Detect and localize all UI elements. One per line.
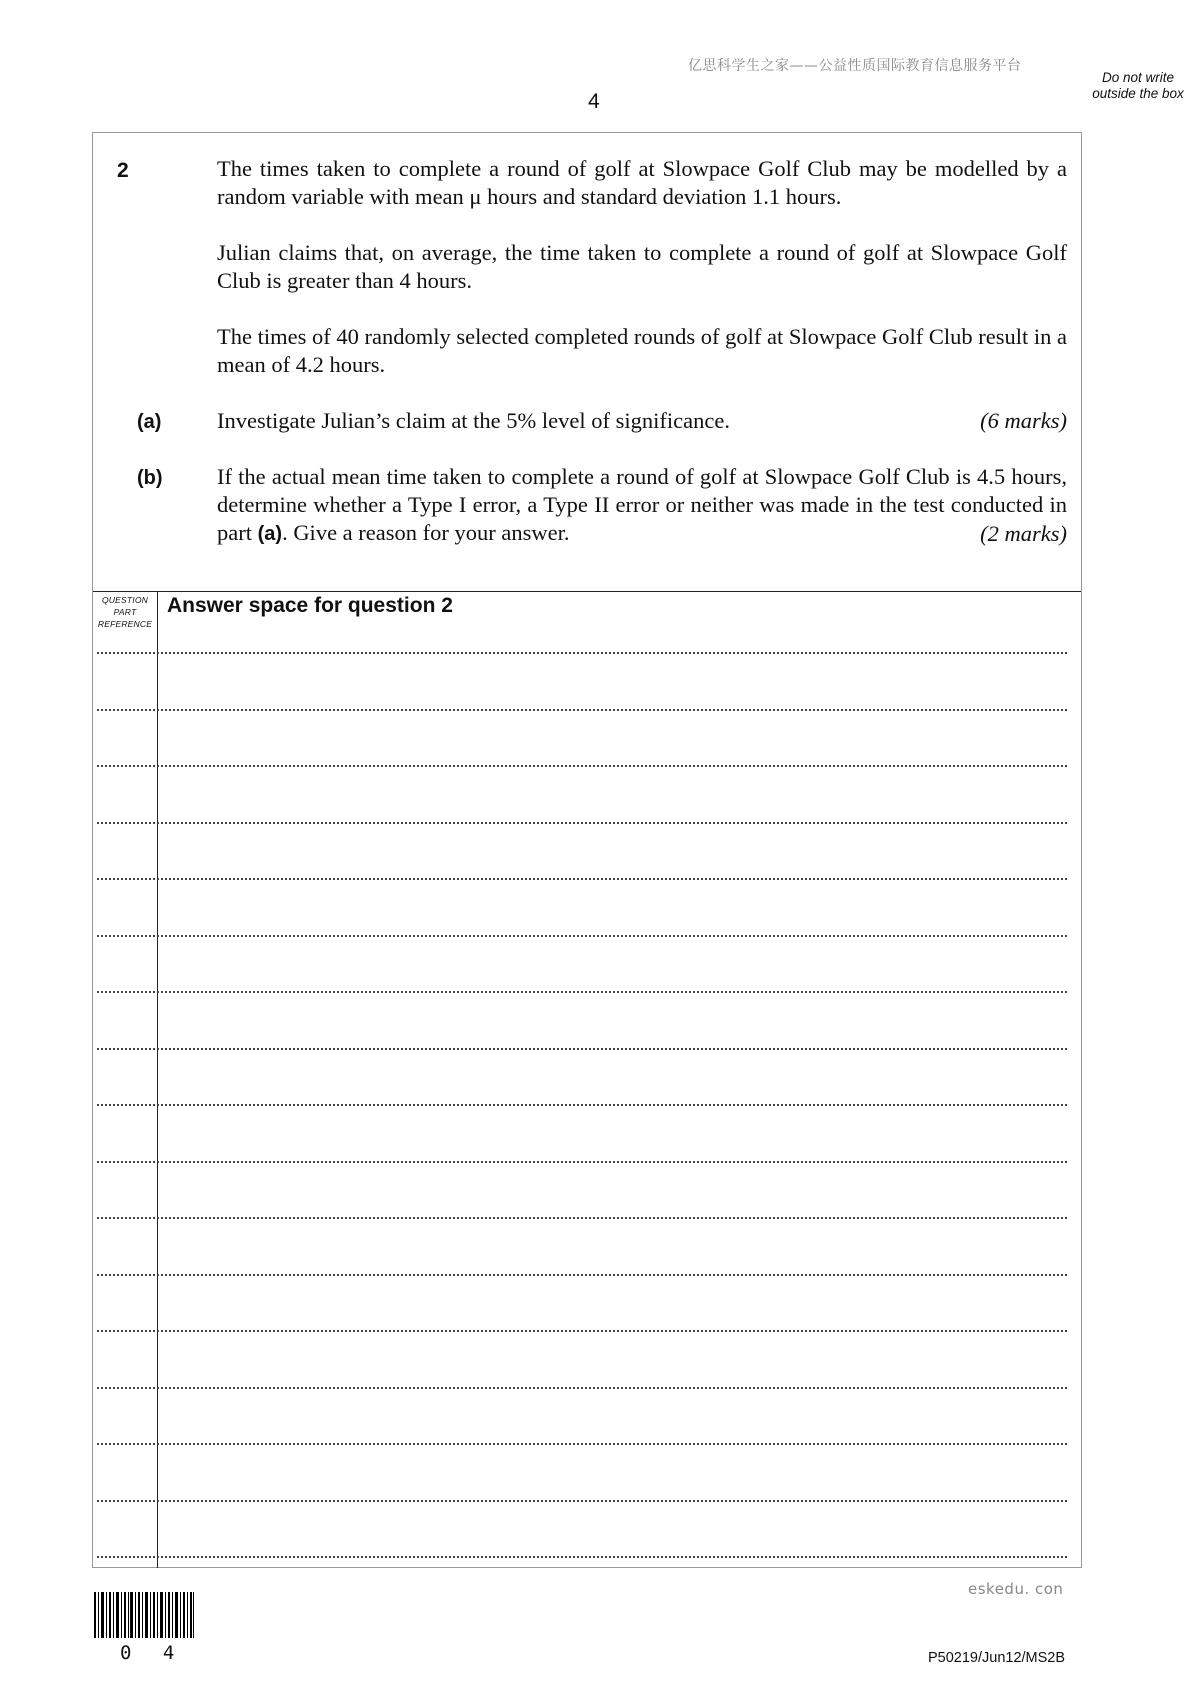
part-a-marks: (6 marks) (980, 408, 1067, 433)
answer-line[interactable] (97, 765, 1067, 767)
answer-line[interactable] (97, 1556, 1067, 1558)
part-b-marks: (2 marks) (980, 521, 1067, 546)
answer-line[interactable] (97, 1500, 1067, 1502)
answer-section (93, 591, 1081, 1568)
answer-line[interactable] (97, 822, 1067, 824)
part-reference: (a) (257, 523, 283, 545)
margin-note: Do not write outside the box (1092, 70, 1184, 101)
answer-line[interactable] (97, 1048, 1067, 1050)
answer-line[interactable] (97, 935, 1067, 937)
question-number: 2 (117, 159, 129, 182)
answer-line[interactable] (97, 1161, 1067, 1163)
part-b-text (217, 463, 1067, 548)
answer-line[interactable] (97, 878, 1067, 880)
answer-line[interactable] (97, 1330, 1067, 1332)
part-b-question-end: . Give a reason for your answer. (282, 520, 570, 545)
barcode-digits: 0 4 (120, 1642, 185, 1664)
footer-watermark: eskedu. con (968, 1580, 1064, 1598)
question-part-reference-header: QUESTION PART REFERENCE (97, 595, 153, 629)
answer-line[interactable] (97, 1217, 1067, 1219)
page-number: 4 (588, 90, 600, 113)
part-a-label: (a) (137, 411, 162, 433)
barcode-image (94, 1592, 194, 1638)
part-b-question: If the actual mean time taken to complete a round of golf at Slowpace Golf Club is 4.5 hours, determine whether a Type I error, a Type II error or neither was made in the test conducted in part (217, 464, 1067, 545)
part-a-question: Investigate Julian’s claim at the 5% level of significance. (217, 408, 730, 433)
answer-line[interactable] (97, 709, 1067, 711)
question-section (93, 133, 1081, 593)
answer-line[interactable] (97, 1104, 1067, 1106)
answer-line[interactable] (97, 1274, 1067, 1276)
header-watermark: 亿思科学生之家——公益性质国际教育信息服务平台 (688, 58, 1022, 74)
part-a-text (217, 407, 1067, 435)
part-b-label: (b) (137, 467, 163, 489)
question-paragraph: The times of 40 randomly selected completed rounds of golf at Slowpace Golf Club result in a mean of 4.2 hours. (217, 324, 1067, 377)
paper-code: P50219/Jun12/MS2B (928, 1650, 1066, 1666)
reference-column-divider (157, 592, 158, 1568)
answer-line[interactable] (97, 652, 1067, 654)
question-paragraph: The times taken to complete a round of golf at Slowpace Golf Club may be modelled by a random variable with mean μ hours and standard deviation 1.1 hours. (217, 156, 1067, 209)
answer-space-title: Answer space for question 2 (167, 594, 453, 617)
question-box (92, 132, 1082, 1568)
answer-line[interactable] (97, 1387, 1067, 1389)
question-paragraph: Julian claims that, on average, the time taken to complete a round of golf at Slowpace Golf Club is greater than 4 hours. (217, 240, 1067, 293)
answer-line[interactable] (97, 991, 1067, 993)
answer-line[interactable] (97, 1443, 1067, 1445)
